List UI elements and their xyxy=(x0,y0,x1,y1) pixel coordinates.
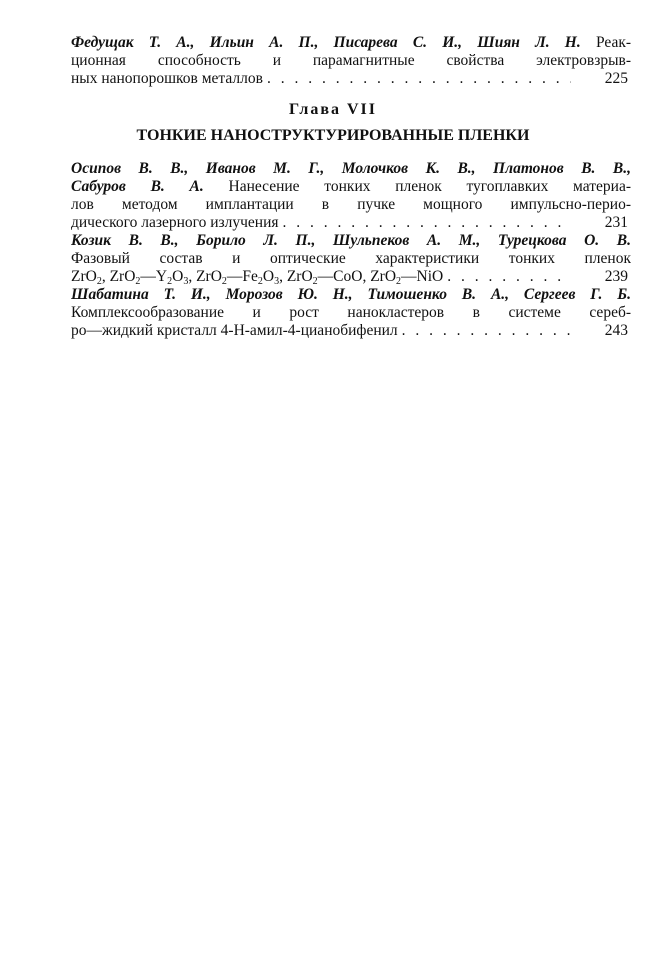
page-number: 225 xyxy=(604,70,628,87)
entry-last-line xyxy=(71,214,631,232)
entry-line xyxy=(71,178,631,196)
entry-last-line xyxy=(71,322,631,340)
entry-line: Фазовый состав и оптические характеристики тонких пленок xyxy=(71,250,631,267)
toc-entry xyxy=(71,34,631,88)
chapter-label: Глава VII xyxy=(289,101,377,118)
toc-entry xyxy=(71,160,631,232)
entry-authors: Осипов В. В., Иванов М. Г., Молочков К. В., Платонов В. В., xyxy=(71,160,631,177)
dot-leader xyxy=(447,268,571,286)
dot-leader xyxy=(283,214,571,232)
chapter-title: ТОНКИЕ НАНОСТРУКТУРИРОВАННЫЕ ПЛЕНКИ xyxy=(136,127,530,144)
dot-leader xyxy=(402,322,571,340)
entry-title-part: дического лазерного излучения xyxy=(71,214,279,231)
entry-last-line xyxy=(71,268,631,286)
entry-line: Комплексообразование и рост нанокластеров в системе сереб- xyxy=(71,304,631,321)
entry-line: лов методом имплантации в пучке мощного импульсно-перио- xyxy=(71,196,631,213)
page-number: 239 xyxy=(604,268,628,285)
dot-leader xyxy=(267,70,571,88)
page-number: 231 xyxy=(604,214,628,231)
entry-last-line xyxy=(71,70,631,88)
toc-entry xyxy=(71,286,631,340)
entry-title-part: Реак- xyxy=(595,34,631,51)
entry-title-part: Нанесение тонких пленок тугоплавких материа- xyxy=(228,178,631,195)
toc-entry xyxy=(71,232,631,286)
page-number: 243 xyxy=(604,322,628,339)
entry-line xyxy=(71,34,631,52)
entry-formula: ZrO$_2$, $ZrO_2—Y_2O_3$, $ZrO_2—Fe_2O_3$, ZrO$_2$—CoO, ZrO$_2$—NiO xyxy=(71,268,444,286)
entry-line: ционная способность и парамагнитные свойства электровзрыв- xyxy=(71,52,631,69)
entry-authors: Федущак Т. А., Ильин А. П., Писарева С. И., Шиян Л. Н. xyxy=(71,34,581,51)
entry-title-part: ро—жидкий кристалл 4-Н-амил-4-цианобифенил xyxy=(71,322,398,339)
entry-authors: Козик В. В., Борило Л. П., Шульпеков А. М., Турецкова О. В. xyxy=(71,232,631,249)
entry-authors: Шабатина Т. И., Морозов Ю. Н., Тимошенко В. А., Сергеев Г. Б. xyxy=(71,286,631,303)
entry-title-part: ных нанопорошков металлов xyxy=(71,70,263,87)
entry-authors: Сабуров В. А. xyxy=(71,178,204,195)
